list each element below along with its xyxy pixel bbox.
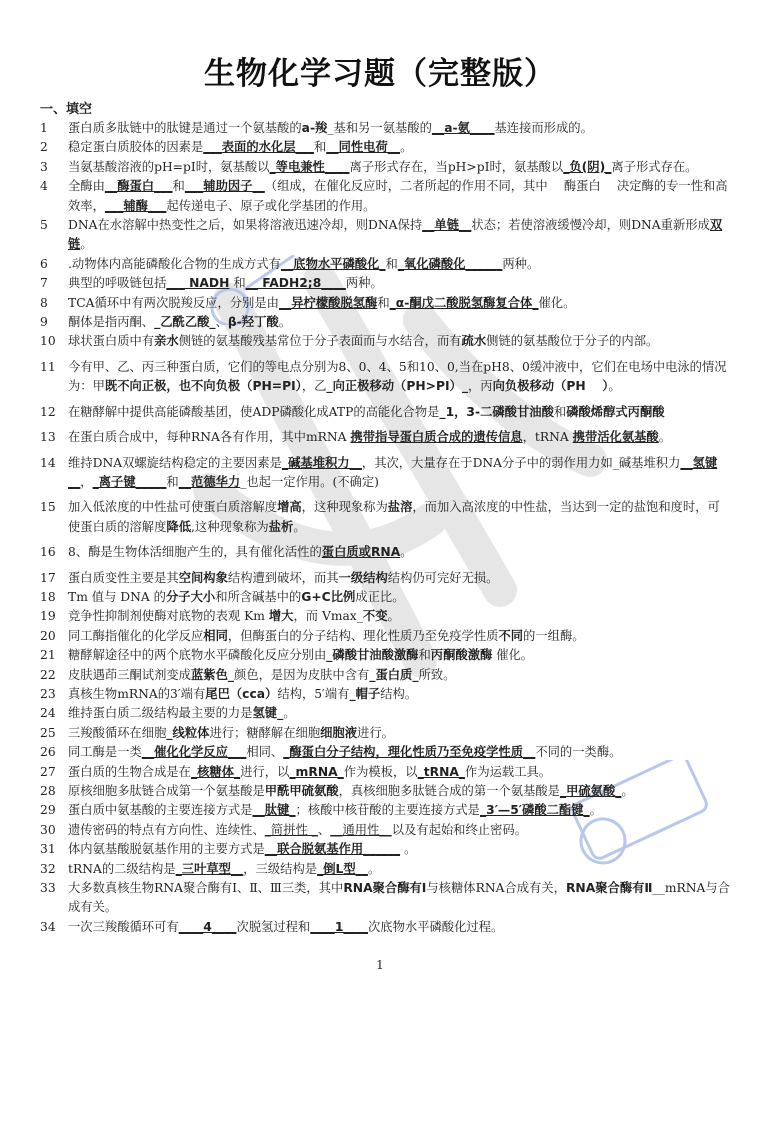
question-item [40, 216, 730, 255]
question-segment: 。 [367, 861, 381, 876]
question-number: 24 [40, 706, 56, 721]
answer-text: __异柠檬酸脱氢酶 [278, 295, 378, 310]
question-segment: DNA在水溶解中热变性之后，如果将溶液迅速冷却，则DNA保持 [68, 218, 423, 233]
question-segment: 大多数真核生物RNA聚合酶有Ⅰ、Ⅱ、Ⅲ三类，其中 [68, 881, 344, 896]
question-number: 30 [40, 822, 56, 837]
question-text [68, 724, 730, 743]
question-segment: 稳定蛋白质胶体的因素是 [68, 140, 204, 155]
question-text [68, 138, 730, 157]
answer-text: _磷酸甘油酸激酶 [326, 648, 419, 663]
question-segment: 。 [80, 237, 93, 252]
question-segment: ， [80, 474, 93, 489]
question-segment: 。 [387, 609, 400, 624]
question-item [40, 588, 730, 607]
question-item [40, 403, 730, 422]
question-number: 29 [40, 803, 56, 818]
question-text [68, 685, 730, 704]
question-segment: 结构仍可完好无损。 [387, 570, 499, 585]
question-text [68, 428, 730, 447]
question-segment: 次脱氢过程和 [236, 919, 311, 934]
question-item [40, 119, 730, 138]
section-heading: 一、填空 [40, 102, 93, 117]
question-number: 32 [40, 861, 56, 876]
answer-text: _1，3-二磷酸甘油酸 [439, 404, 554, 419]
answer-text: ___辅助因子__ [184, 179, 265, 194]
question-segment: Tm 值与 DNA 的 [68, 589, 166, 604]
question-number: 13 [40, 430, 56, 445]
question-number: 12 [40, 404, 56, 419]
question-segment: 皮肤遇茚三酮试剂变成 [68, 667, 191, 682]
question-segment: 同工酶是一类 [68, 745, 142, 760]
question-segment: 遗传密码的特点有方向性、连续性、 [68, 822, 265, 837]
question-text [68, 743, 730, 762]
question-text [68, 763, 730, 782]
question-text [68, 840, 730, 859]
answer-text: _蛋白质_ [369, 667, 419, 682]
answer-text: 携带指导蛋白质合成的遗传信息 [350, 430, 523, 445]
question-segment: ；核酸中核苷酸的主要连接方式是 [295, 803, 480, 818]
question-text [68, 782, 730, 801]
question-item [40, 821, 730, 840]
question-number: 1 [40, 121, 48, 135]
question-text [68, 569, 730, 588]
question-number: 19 [40, 609, 56, 624]
question-segment: 的一组酶。 [523, 628, 585, 643]
answer-text: __酶蛋白___ [104, 179, 173, 194]
question-number: 26 [40, 745, 56, 760]
question-segment: 真核生物mRNA的3′端有 [68, 686, 206, 701]
answer-text: G+C比例 [301, 589, 356, 604]
answer-text: __催化化学反应___ [141, 745, 247, 760]
question-segment: 进行，以 [240, 764, 290, 779]
question-item [40, 294, 730, 313]
question-segment: 催化。 [538, 295, 576, 310]
question-number: 27 [40, 764, 56, 779]
question-segment: 当氨基酸溶液的pH=pI时，氨基酸以 [68, 159, 270, 174]
question-segment: 原核细胞多肽链合成第一个氨基酸是 [68, 784, 265, 798]
question-item [40, 313, 730, 332]
answer-text: __肽键_ [252, 803, 296, 818]
question-segment: 和 [377, 295, 390, 310]
answer-text: _tRNA_ [417, 764, 466, 779]
answer-text: 增大 [268, 609, 294, 624]
question-segment: 典型的呼吸链包括 [68, 276, 167, 291]
question-segment: _也起一定作用。(不确定) [240, 474, 379, 489]
answer-text: 尾巴（cca） [205, 686, 278, 701]
question-segment: 酮体是指丙酮、 [68, 315, 155, 330]
question-number: 17 [40, 570, 56, 585]
page-number: 1 [376, 958, 384, 972]
answer-text: 蛋白质或RNA [321, 545, 401, 560]
question-item [40, 646, 730, 665]
question-text [68, 543, 730, 562]
question-number: 6 [40, 256, 48, 271]
answer-text: 细胞液 [320, 725, 358, 740]
answer-text: 向负极移动（PH ） [492, 379, 609, 394]
question-segment: 结构遭到破坏，而其 [227, 570, 339, 585]
question-number: 3 [40, 159, 48, 174]
question-segment: 三羧酸循环在细胞 [68, 725, 167, 740]
answer-text: _酶蛋白分子结构，理化性质乃至免疫学性质__ [283, 745, 536, 760]
question-item [40, 743, 730, 762]
question-segment: 基连接而形成的。 [494, 121, 593, 135]
question-segment: 成正比。 [355, 589, 405, 604]
answer-text: 双链 [68, 218, 723, 252]
question-segment: 两种。 [502, 256, 540, 271]
question-segment: 蛋白质多肽链中的肽键是通过一个氨基酸的 [68, 121, 302, 135]
answer-text: 蓝紫色_ [190, 667, 235, 682]
question-segment: 、 [317, 822, 331, 837]
question-segment: 和所含碱基中的 [215, 589, 302, 604]
question-segment: 侧链的氨基酸残基常位于分子表面而与水结合，而有 [178, 334, 462, 349]
question-number: 5 [40, 218, 48, 233]
question-number: 16 [40, 545, 56, 560]
question-segment: 不同的一类酶。 [535, 745, 622, 760]
question-text [68, 498, 730, 537]
answer-text: _甲硫氨酸_ [559, 784, 622, 798]
question-number: 25 [40, 725, 56, 740]
question-item [40, 607, 730, 626]
answer-text: 相同 [203, 628, 228, 643]
question-segment: .动物体内高能磷酸化合物的生成方式有 [68, 256, 281, 271]
answer-text: 一级结构 [338, 570, 388, 585]
question-segment: ，乙 [301, 379, 327, 394]
question-segment: 全酶由 [68, 179, 105, 194]
question-segment: 。 [621, 784, 634, 798]
question-segment: 。 [283, 706, 296, 721]
question-segment: 作为运载工具。 [465, 764, 552, 779]
question-segment: ，而 Vmax_ [293, 609, 363, 624]
question-segment: ，而加入高浓度的中性盐，当达到一定的盐饱和度时，可使蛋白质的溶解度 [68, 500, 720, 534]
question-segment: 进行；糖酵解在细胞 [209, 725, 321, 740]
question-item [40, 879, 730, 918]
answer-text: 分子大小 [165, 589, 216, 604]
question-segment: 蛋白质中氨基酸的主要连接方式是 [68, 803, 253, 818]
answer-text: __同性电荷__ [326, 140, 401, 155]
answer-text: 盐析 [268, 519, 294, 534]
answer-text: 不变 [362, 609, 388, 624]
answer-text: _倒L型__ [317, 861, 368, 876]
answer-text: 甲酰甲硫氨酸 [264, 784, 339, 798]
document-title: 生物化学习题（完整版） [204, 56, 556, 92]
answer-text: β-羟丁酸 [227, 315, 279, 330]
answer-text: _三叶草型__ [175, 861, 244, 876]
question-text [68, 358, 730, 397]
question-list [40, 119, 730, 937]
question-number: 2 [40, 140, 48, 155]
answer-text: _氧化磷酸化______ [397, 256, 503, 271]
question-text [68, 607, 730, 626]
question-item [40, 428, 730, 447]
question-segment: 和 [172, 179, 185, 194]
question-segment: 颜色，是因为皮肤中含有 [234, 667, 370, 682]
question-segment: 结构。 [380, 686, 418, 701]
question-number: 34 [40, 919, 56, 934]
question-segment: 和 [313, 140, 327, 155]
question-text [68, 646, 730, 665]
question-item [40, 685, 730, 704]
question-segment: 和 [385, 256, 398, 271]
question-segment: 维持DNA双螺旋结构稳定的主要因素是 [68, 455, 282, 470]
question-segment: 离子形式存在，当pH>pI时，氨基酸以 [349, 159, 564, 174]
question-number: 31 [40, 842, 56, 857]
answer-text: _mRNA_ [289, 764, 344, 779]
question-segment: 起传递电子、原子或化学基团的作用。 [166, 198, 376, 213]
question-segment: 糖酵解途径中的两个底物水平磷酸化反应分别由 [68, 648, 327, 663]
question-segment: ，真核细胞多肽链合成的第一个氨基酸是 [338, 784, 560, 798]
question-segment: ，其次，大量存在于DNA分子中的弱作用力如_碱基堆积力 [361, 455, 681, 470]
question-segment: __mRNA与合成有关。 [68, 881, 730, 915]
question-text [68, 860, 730, 879]
question-segment: 相同、 [246, 745, 284, 760]
question-number: 9 [40, 315, 48, 330]
question-segment: ，但酶蛋白的分子结构、理化性质乃至免疫学性质 [227, 628, 499, 643]
question-text [68, 454, 730, 493]
question-number: 18 [40, 589, 56, 604]
answer-text: _线粒体 [166, 725, 210, 740]
answer-text: 既不向正极，也不向负极（PH=PI） [104, 379, 302, 394]
question-item [40, 274, 730, 293]
question-segment: 加入低浓度的中性盐可使蛋白质溶解度 [68, 500, 278, 515]
answer-text: 亲水 [154, 334, 179, 349]
answer-text: RNA聚合酶有Ⅰ [343, 881, 427, 896]
question-item [40, 763, 730, 782]
question-segment: 8、酶是生物体活细胞产生的，具有催化活性的 [68, 545, 322, 560]
answer-text: _帽子 [349, 686, 381, 701]
question-segment: ,这种现象称为 [191, 519, 269, 534]
question-segment: 同工酶指催化的化学反应 [68, 628, 204, 643]
question-number: 11 [40, 359, 56, 374]
question-segment: 体内氨基酸脱氨基作用的主要方式是 [68, 842, 265, 857]
answer-text: ___ NADH [166, 276, 230, 291]
answer-text: __底物水平磷酸化_ [280, 256, 386, 271]
question-text [68, 821, 730, 840]
question-segment: 和 [418, 648, 431, 663]
question-segment: 。 [658, 430, 672, 445]
answer-text: _等电兼性____ [269, 159, 350, 174]
answer-text: _3′—5′磷酸二酯键_ [479, 803, 590, 818]
answer-text: 空间构象 [178, 570, 228, 585]
question-text [68, 627, 730, 646]
question-segment: 蛋白质的生物合成是在 [68, 764, 191, 779]
answer-text: 增高 [277, 500, 302, 515]
question-text [68, 704, 730, 723]
answer-text: 盐溶 [387, 500, 413, 515]
answer-text: __氢键__ [68, 455, 718, 489]
question-segment: 状态；若使溶液缓慢冷却，则DNA重新形成 [471, 218, 710, 233]
question-number: 15 [40, 500, 56, 515]
answer-text: RNA聚合酶有Ⅱ [565, 881, 653, 896]
question-number: 7 [40, 276, 48, 291]
answer-text: _离子键_____ [92, 474, 167, 489]
question-text [68, 332, 730, 351]
question-item [40, 801, 730, 820]
question-text [68, 216, 730, 255]
question-text [68, 294, 730, 313]
question-segment: 蛋白质变性主要是其 [68, 570, 179, 585]
question-segment: tRNA的二级结构是 [68, 861, 176, 876]
question-number: 14 [40, 455, 56, 470]
question-segment: 球状蛋白质中有 [68, 334, 155, 349]
question-item [40, 724, 730, 743]
question-segment: 和 [229, 276, 246, 291]
answer-text: _向正极移动（PH>PI）_ [326, 379, 468, 394]
answer-text: ____4____ [178, 919, 237, 934]
question-text [68, 403, 730, 422]
question-item [40, 177, 730, 216]
question-text [68, 177, 730, 216]
question-item [40, 627, 730, 646]
question-item [40, 543, 730, 562]
question-segment: 在蛋白质合成中，每种RNA各有作用，其中mRNA [68, 430, 351, 445]
question-number: 22 [40, 667, 56, 682]
question-segment: 所致。 [418, 667, 456, 682]
question-segment: 。 [278, 315, 292, 330]
answer-text: 不同 [498, 628, 524, 643]
question-number: 10 [40, 334, 56, 349]
question-segment: 以及有起始和终止密码。 [391, 822, 527, 837]
question-segment: 和 [553, 404, 567, 419]
question-segment: 次底物水平磷酸化过程。 [367, 919, 504, 934]
question-segment: TCA循环中有两次脱羧反应，分别是由 [68, 295, 279, 310]
question-segment: 维持蛋白质二级结构最主要的力是 [68, 706, 253, 721]
question-segment: 。 [400, 140, 413, 155]
question-segment: 和 [166, 474, 179, 489]
question-text [68, 255, 730, 274]
question-segment: ，三级结构是 [243, 861, 318, 876]
question-item [40, 332, 730, 351]
answer-text: _核糖体_ [190, 764, 241, 779]
question-segment: 竞争性抑制剂使酶对底物的表观 Km [68, 609, 269, 624]
answer-text: __通用性__ [330, 822, 392, 837]
question-item [40, 704, 730, 723]
answer-text: _α-酮戊二酸脱氢酶复合体_ [389, 295, 539, 310]
answer-text: a-羧 [301, 121, 328, 135]
question-number: 20 [40, 628, 56, 643]
question-item [40, 255, 730, 274]
answer-text: 氢键_ [252, 706, 284, 721]
question-text [68, 666, 730, 685]
answer-text: 携带活化氨基酸 [572, 430, 659, 445]
question-item [40, 782, 730, 801]
question-segment: 。 [400, 545, 413, 560]
question-text [68, 918, 730, 937]
question-segment: ，丙 [468, 379, 493, 394]
question-segment: 。 [589, 803, 602, 818]
question-segment: 今有甲、乙、丙三种蛋白质，它们的等电点分别为8、0、4、5和10、0,当在pH8、0缓冲液中，它们在电场中电泳的情况为：甲 [68, 359, 727, 394]
question-text [68, 801, 730, 820]
answer-text: 丙酮酸激酶 [430, 648, 493, 663]
answer-text: _乙酰乙酸_ [154, 315, 216, 330]
question-number: 33 [40, 881, 56, 896]
question-item [40, 138, 730, 157]
answer-text: _简拼性 _ [264, 822, 318, 837]
question-segment: 在糖酵解中提供高能磷酸基团，使ADP磷酸化成ATP的高能化合物是 [68, 404, 440, 419]
question-text [68, 879, 730, 918]
answer-text: 疏水 [461, 334, 487, 349]
question-segment: 离子形式存在。 [611, 159, 698, 174]
question-item [40, 666, 730, 685]
question-item [40, 358, 730, 397]
answer-text: ___辅酶___ [104, 198, 167, 213]
question-text [68, 313, 730, 332]
question-number: 23 [40, 686, 56, 701]
question-segment: 与核糖体RNA合成有关， [426, 881, 566, 896]
question-text [68, 274, 730, 293]
question-segment: 作为模板，以 [343, 764, 418, 779]
question-item [40, 569, 730, 588]
question-segment: 。 [608, 379, 621, 394]
answer-text: _碱基堆积力__ [281, 455, 362, 470]
question-segment: 。 [400, 842, 417, 857]
question-segment: 进行。 [357, 725, 394, 740]
question-segment: ，这种现象称为 [301, 500, 388, 515]
answer-text: ___表面的水化层___ [203, 140, 314, 155]
question-text [68, 119, 730, 138]
answer-text: __联合脱氨基作用______ [264, 842, 401, 857]
question-segment: 。 [293, 519, 306, 534]
question-number: 28 [40, 784, 56, 798]
question-segment: 催化。 [492, 648, 534, 663]
question-segment: _基和另一氨基酸的 [327, 121, 432, 135]
question-item [40, 498, 730, 537]
question-number: 8 [40, 295, 48, 310]
question-segment: ，tRNA [522, 430, 573, 445]
question-item [40, 860, 730, 879]
question-item [40, 158, 730, 177]
answer-text: _负(阴)_ [563, 159, 612, 174]
answer-text: __a-氨____ [431, 121, 495, 135]
answer-text: 降低 [166, 519, 191, 534]
question-segment: 两种。 [345, 276, 383, 291]
question-number: 21 [40, 648, 56, 663]
question-item [40, 840, 730, 859]
question-segment: 侧链的氨基酸位于分子的内部。 [486, 334, 659, 349]
question-segment: （组成，在催化反应时，二者所起的作用不同，其中 酶蛋白 决定酶的专一性和高效率， [68, 179, 728, 213]
answer-text: 磷酸烯醇式丙酮酸 [566, 404, 665, 419]
answer-text: __单链__ [422, 218, 472, 233]
question-text [68, 588, 730, 607]
question-number: 4 [40, 179, 48, 194]
answer-text: __ FADH2;8____ [245, 276, 346, 291]
question-item [40, 918, 730, 937]
question-segment: 一次三羧酸循环可有 [68, 919, 179, 934]
answer-text: __范德华力 [178, 474, 241, 489]
question-segment: 、 [215, 315, 228, 330]
question-item [40, 454, 730, 493]
answer-text: ____1____ [310, 919, 368, 934]
question-text [68, 158, 730, 177]
question-segment: 结构，5′端有 [277, 686, 350, 701]
